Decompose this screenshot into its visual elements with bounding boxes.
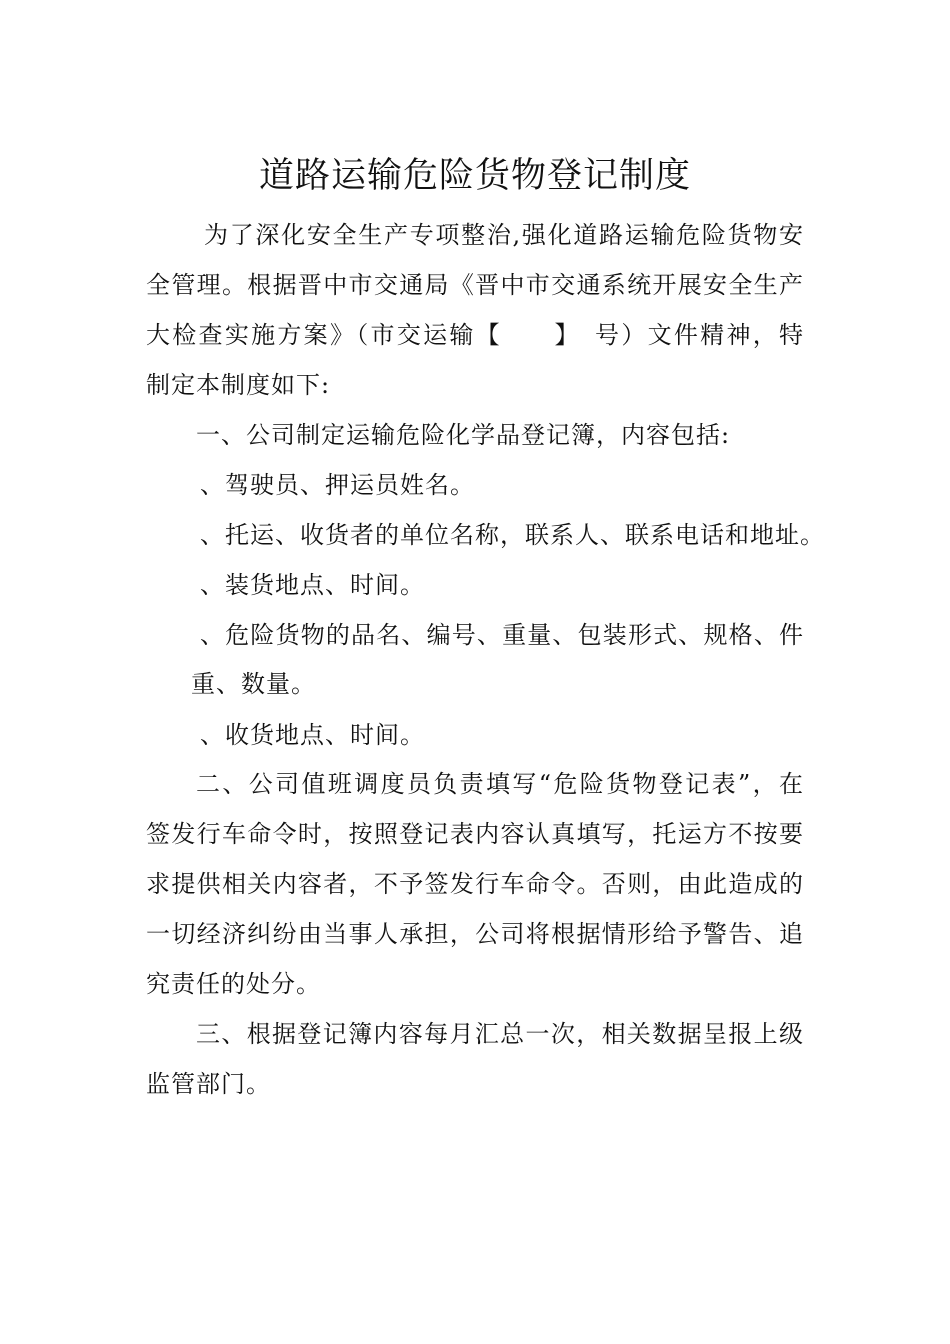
- section-1-item-4-cont: 重、数量。: [191, 670, 316, 698]
- section-2-line-2: 签发行车命令时，按照登记表内容认真填写，托运方不按要: [146, 820, 804, 848]
- intro-line-1: 为了深化安全生产专项整治,强化道路运输危险货物安: [204, 221, 804, 249]
- section-1-item-5: 、收货地点、时间。: [200, 721, 425, 749]
- section-1-item-3: 、装货地点、时间。: [200, 571, 425, 599]
- section-3-line-1: 三、根据登记簿内容每月汇总一次，相关数据呈报上级: [196, 1020, 804, 1048]
- section-2-line-4: 一切经济纠纷由当事人承担，公司将根据情形给予警告、追: [146, 920, 804, 948]
- section-1-item-4: 、危险货物的品名、编号、重量、包装形式、规格、件: [200, 621, 804, 649]
- section-1-heading: 一、公司制定运输危险化学品登记簿，内容包括:: [196, 421, 731, 449]
- section-2-line-3: 求提供相关内容者，不予签发行车命令。否则，由此造成的: [146, 870, 804, 898]
- intro-line-2: 全管理。根据晋中市交通局《晋中市交通系统开展安全生产: [146, 271, 804, 299]
- intro-line-4: 制定本制度如下:: [146, 371, 331, 399]
- document-title: 道路运输危险货物登记制度: [258, 156, 691, 196]
- section-3-line-2: 监管部门。: [146, 1070, 271, 1098]
- section-1-item-1: 、驾驶员、押运员姓名。: [200, 471, 475, 499]
- section-2-line-1: 二、公司值班调度员负责填写“危险货物登记表”，在: [196, 770, 804, 798]
- section-2-line-5: 究责任的处分。: [146, 970, 321, 998]
- section-1-item-2: 、托运、收货者的单位名称，联系人、联系电话和地址。: [200, 521, 825, 549]
- intro-line-3: 大检查实施方案》（市交运输【 】 号）文件精神，特: [146, 321, 804, 349]
